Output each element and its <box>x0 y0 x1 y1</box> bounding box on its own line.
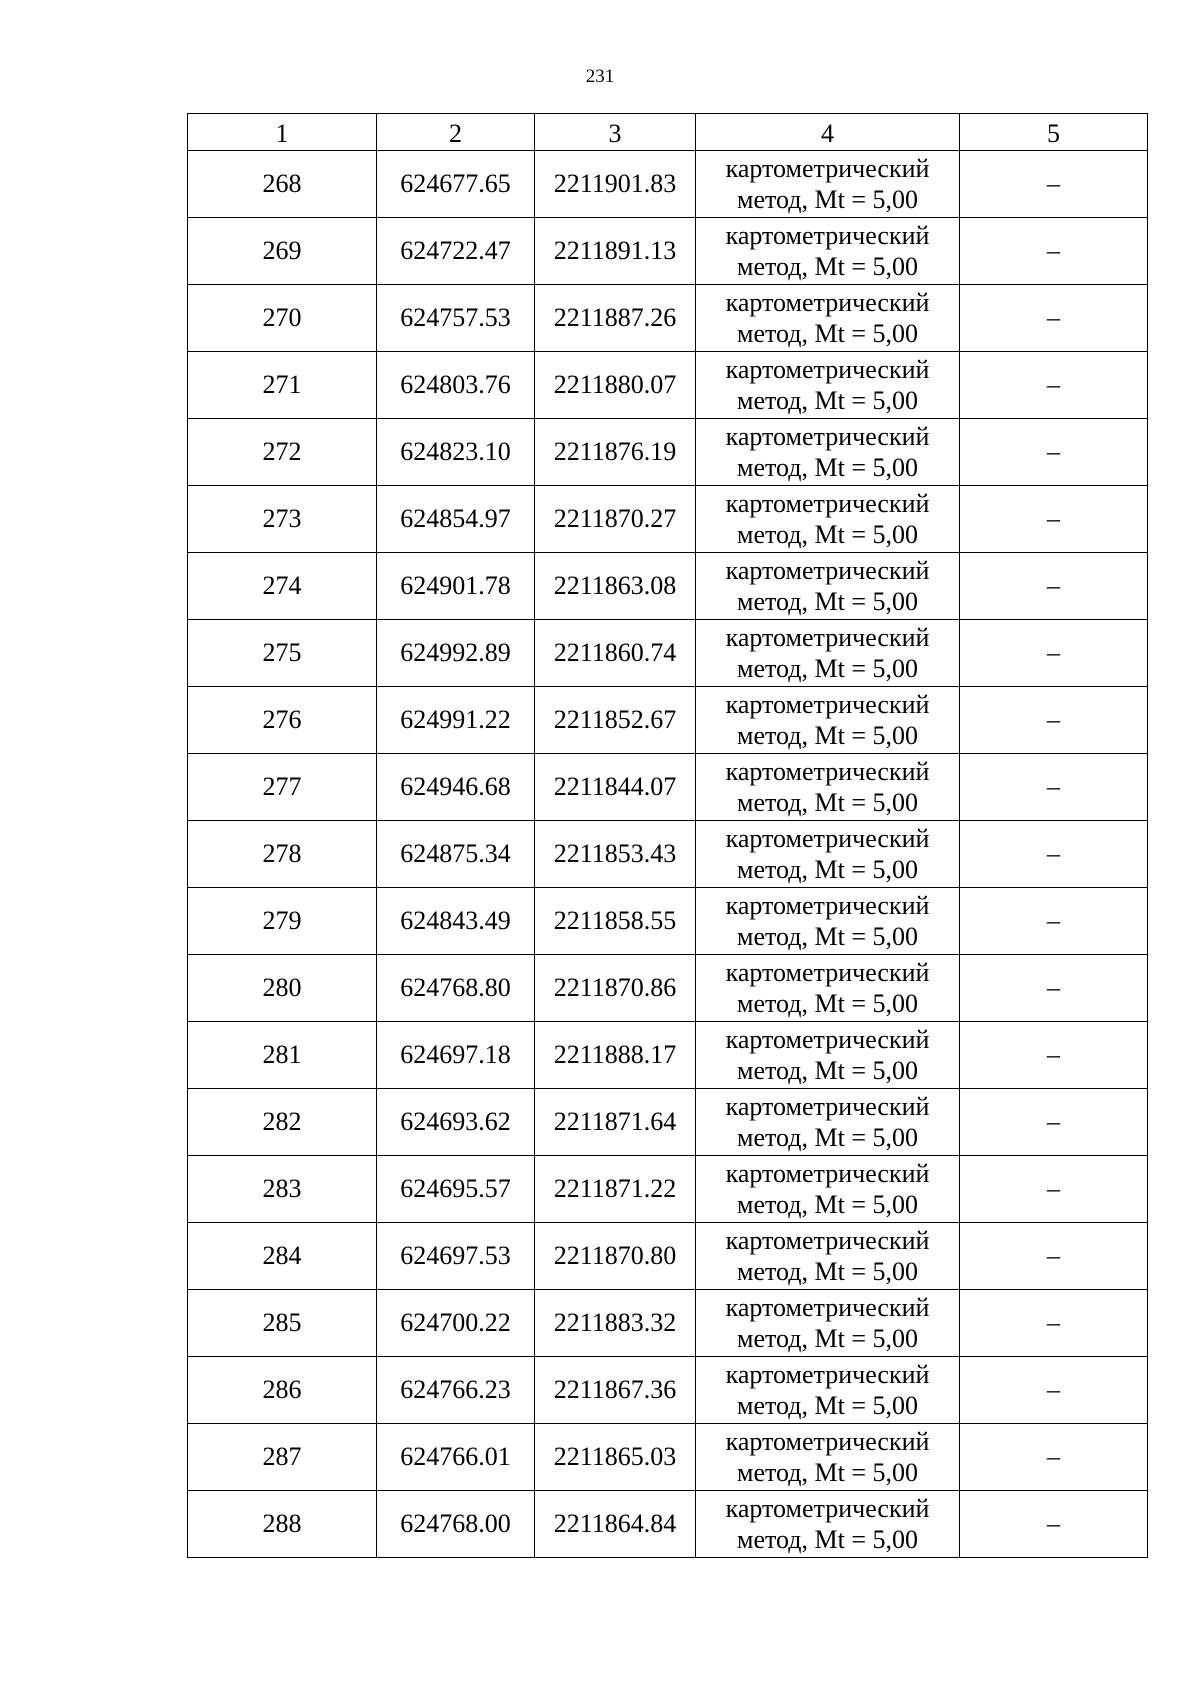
table-row <box>188 352 1148 419</box>
method-line-2: метод, Mt = 5,00 <box>737 989 918 1018</box>
note-cell: – <box>960 419 1148 486</box>
y-coordinate-cell: 2211871.64 <box>535 1089 696 1156</box>
x-coordinate-cell: 624843.49 <box>377 888 535 955</box>
note-cell: – <box>960 1223 1148 1290</box>
table-row <box>188 1424 1148 1491</box>
method-cell <box>696 620 960 687</box>
method-line-1: картометрический <box>725 757 930 786</box>
y-coordinate-cell: 2211867.36 <box>535 1357 696 1424</box>
method-line-2: метод, Mt = 5,00 <box>737 185 918 214</box>
table-row <box>188 687 1148 754</box>
method-line-1: картометрический <box>725 958 930 987</box>
y-coordinate-cell: 2211888.17 <box>535 1022 696 1089</box>
method-cell <box>696 1290 960 1357</box>
table-row <box>188 218 1148 285</box>
method-line-2: метод, Mt = 5,00 <box>737 1257 918 1286</box>
y-coordinate-cell: 2211870.80 <box>535 1223 696 1290</box>
method-cell <box>696 1156 960 1223</box>
table-row <box>188 1156 1148 1223</box>
note-cell: – <box>960 285 1148 352</box>
method-line-2: метод, Mt = 5,00 <box>737 721 918 750</box>
method-line-2: метод, Mt = 5,00 <box>737 1190 918 1219</box>
point-number-cell: 276 <box>188 687 377 754</box>
note-cell: – <box>960 1022 1148 1089</box>
y-coordinate-cell: 2211844.07 <box>535 754 696 821</box>
method-cell <box>696 151 960 218</box>
table-row <box>188 151 1148 218</box>
method-line-2: метод, Mt = 5,00 <box>737 922 918 951</box>
note-cell: – <box>960 620 1148 687</box>
note-cell: – <box>960 1290 1148 1357</box>
header-col-2: 2 <box>377 114 535 151</box>
point-number-cell: 277 <box>188 754 377 821</box>
table-row <box>188 1290 1148 1357</box>
method-line-1: картометрический <box>725 1226 930 1255</box>
method-cell <box>696 218 960 285</box>
point-number-cell: 269 <box>188 218 377 285</box>
table-row <box>188 754 1148 821</box>
note-cell: – <box>960 151 1148 218</box>
coordinates-table <box>187 113 1148 1558</box>
method-line-1: картометрический <box>725 221 930 250</box>
method-cell <box>696 419 960 486</box>
table-row <box>188 620 1148 687</box>
x-coordinate-cell: 624700.22 <box>377 1290 535 1357</box>
method-cell <box>696 553 960 620</box>
method-line-2: метод, Mt = 5,00 <box>737 1458 918 1487</box>
point-number-cell: 283 <box>188 1156 377 1223</box>
method-line-2: метод, Mt = 5,00 <box>737 319 918 348</box>
y-coordinate-cell: 2211883.32 <box>535 1290 696 1357</box>
note-cell: – <box>960 1156 1148 1223</box>
method-line-2: метод, Mt = 5,00 <box>737 252 918 281</box>
method-cell <box>696 955 960 1022</box>
method-line-1: картометрический <box>725 1025 930 1054</box>
method-line-1: картометрический <box>725 355 930 384</box>
x-coordinate-cell: 624823.10 <box>377 419 535 486</box>
point-number-cell: 281 <box>188 1022 377 1089</box>
table-row <box>188 955 1148 1022</box>
x-coordinate-cell: 624854.97 <box>377 486 535 553</box>
x-coordinate-cell: 624757.53 <box>377 285 535 352</box>
y-coordinate-cell: 2211852.67 <box>535 687 696 754</box>
x-coordinate-cell: 624803.76 <box>377 352 535 419</box>
x-coordinate-cell: 624722.47 <box>377 218 535 285</box>
method-line-1: картометрический <box>725 891 930 920</box>
y-coordinate-cell: 2211880.07 <box>535 352 696 419</box>
note-cell: – <box>960 955 1148 1022</box>
table-body <box>188 151 1148 1558</box>
point-number-cell: 272 <box>188 419 377 486</box>
method-line-2: метод, Mt = 5,00 <box>737 855 918 884</box>
y-coordinate-cell: 2211860.74 <box>535 620 696 687</box>
y-coordinate-cell: 2211858.55 <box>535 888 696 955</box>
point-number-cell: 288 <box>188 1491 377 1558</box>
method-line-2: метод, Mt = 5,00 <box>737 386 918 415</box>
method-line-2: метод, Mt = 5,00 <box>737 453 918 482</box>
method-cell <box>696 1491 960 1558</box>
method-line-2: метод, Mt = 5,00 <box>737 520 918 549</box>
method-cell <box>696 1424 960 1491</box>
x-coordinate-cell: 624697.53 <box>377 1223 535 1290</box>
method-line-1: картометрический <box>725 1293 930 1322</box>
method-cell <box>696 352 960 419</box>
point-number-cell: 282 <box>188 1089 377 1156</box>
method-cell <box>696 821 960 888</box>
method-cell <box>696 486 960 553</box>
method-line-2: метод, Mt = 5,00 <box>737 1324 918 1353</box>
method-line-2: метод, Mt = 5,00 <box>737 654 918 683</box>
table-row <box>188 1089 1148 1156</box>
x-coordinate-cell: 624695.57 <box>377 1156 535 1223</box>
table-row <box>188 553 1148 620</box>
table-row <box>188 1491 1148 1558</box>
x-coordinate-cell: 624946.68 <box>377 754 535 821</box>
point-number-cell: 273 <box>188 486 377 553</box>
y-coordinate-cell: 2211853.43 <box>535 821 696 888</box>
method-line-1: картометрический <box>725 154 930 183</box>
method-cell <box>696 1022 960 1089</box>
method-line-1: картометрический <box>725 288 930 317</box>
y-coordinate-cell: 2211901.83 <box>535 151 696 218</box>
y-coordinate-cell: 2211863.08 <box>535 553 696 620</box>
method-line-1: картометрический <box>725 556 930 585</box>
point-number-cell: 270 <box>188 285 377 352</box>
method-cell <box>696 1223 960 1290</box>
table-row <box>188 1022 1148 1089</box>
y-coordinate-cell: 2211891.13 <box>535 218 696 285</box>
note-cell: – <box>960 1424 1148 1491</box>
table-header-row <box>188 114 1148 151</box>
y-coordinate-cell: 2211870.86 <box>535 955 696 1022</box>
method-line-2: метод, Mt = 5,00 <box>737 788 918 817</box>
y-coordinate-cell: 2211871.22 <box>535 1156 696 1223</box>
x-coordinate-cell: 624768.00 <box>377 1491 535 1558</box>
note-cell: – <box>960 888 1148 955</box>
method-line-2: метод, Mt = 5,00 <box>737 1525 918 1554</box>
method-line-1: картометрический <box>725 1494 930 1523</box>
y-coordinate-cell: 2211865.03 <box>535 1424 696 1491</box>
x-coordinate-cell: 624901.78 <box>377 553 535 620</box>
x-coordinate-cell: 624768.80 <box>377 955 535 1022</box>
note-cell: – <box>960 687 1148 754</box>
table-row <box>188 821 1148 888</box>
header-col-1: 1 <box>188 114 377 151</box>
point-number-cell: 280 <box>188 955 377 1022</box>
method-line-1: картометрический <box>725 824 930 853</box>
note-cell: – <box>960 1089 1148 1156</box>
y-coordinate-cell: 2211870.27 <box>535 486 696 553</box>
method-cell <box>696 285 960 352</box>
note-cell: – <box>960 821 1148 888</box>
y-coordinate-cell: 2211876.19 <box>535 419 696 486</box>
method-line-1: картометрический <box>725 1092 930 1121</box>
method-cell <box>696 687 960 754</box>
method-line-2: метод, Mt = 5,00 <box>737 587 918 616</box>
method-cell <box>696 1089 960 1156</box>
point-number-cell: 279 <box>188 888 377 955</box>
table-row <box>188 1357 1148 1424</box>
method-line-1: картометрический <box>725 1360 930 1389</box>
method-line-1: картометрический <box>725 1427 930 1456</box>
method-line-2: метод, Mt = 5,00 <box>737 1123 918 1152</box>
note-cell: – <box>960 486 1148 553</box>
page-number: 231 <box>585 66 615 87</box>
header-col-3: 3 <box>535 114 696 151</box>
x-coordinate-cell: 624875.34 <box>377 821 535 888</box>
note-cell: – <box>960 218 1148 285</box>
x-coordinate-cell: 624697.18 <box>377 1022 535 1089</box>
header-col-4: 4 <box>696 114 960 151</box>
point-number-cell: 285 <box>188 1290 377 1357</box>
x-coordinate-cell: 624766.01 <box>377 1424 535 1491</box>
table-row <box>188 1223 1148 1290</box>
point-number-cell: 284 <box>188 1223 377 1290</box>
header-col-5: 5 <box>960 114 1148 151</box>
point-number-cell: 278 <box>188 821 377 888</box>
x-coordinate-cell: 624677.65 <box>377 151 535 218</box>
method-cell <box>696 1357 960 1424</box>
point-number-cell: 286 <box>188 1357 377 1424</box>
note-cell: – <box>960 1491 1148 1558</box>
table-row <box>188 486 1148 553</box>
note-cell: – <box>960 1357 1148 1424</box>
table-row <box>188 419 1148 486</box>
y-coordinate-cell: 2211864.84 <box>535 1491 696 1558</box>
note-cell: – <box>960 352 1148 419</box>
x-coordinate-cell: 624693.62 <box>377 1089 535 1156</box>
point-number-cell: 268 <box>188 151 377 218</box>
point-number-cell: 287 <box>188 1424 377 1491</box>
method-line-2: метод, Mt = 5,00 <box>737 1056 918 1085</box>
y-coordinate-cell: 2211887.26 <box>535 285 696 352</box>
x-coordinate-cell: 624766.23 <box>377 1357 535 1424</box>
point-number-cell: 275 <box>188 620 377 687</box>
point-number-cell: 271 <box>188 352 377 419</box>
note-cell: – <box>960 754 1148 821</box>
method-line-1: картометрический <box>725 690 930 719</box>
point-number-cell: 274 <box>188 553 377 620</box>
method-line-1: картометрический <box>725 422 930 451</box>
table-row <box>188 285 1148 352</box>
x-coordinate-cell: 624992.89 <box>377 620 535 687</box>
x-coordinate-cell: 624991.22 <box>377 687 535 754</box>
method-line-1: картометрический <box>725 1159 930 1188</box>
method-cell <box>696 754 960 821</box>
method-line-1: картометрический <box>725 489 930 518</box>
method-cell <box>696 888 960 955</box>
method-line-2: метод, Mt = 5,00 <box>737 1391 918 1420</box>
note-cell: – <box>960 553 1148 620</box>
method-line-1: картометрический <box>725 623 930 652</box>
table-row <box>188 888 1148 955</box>
